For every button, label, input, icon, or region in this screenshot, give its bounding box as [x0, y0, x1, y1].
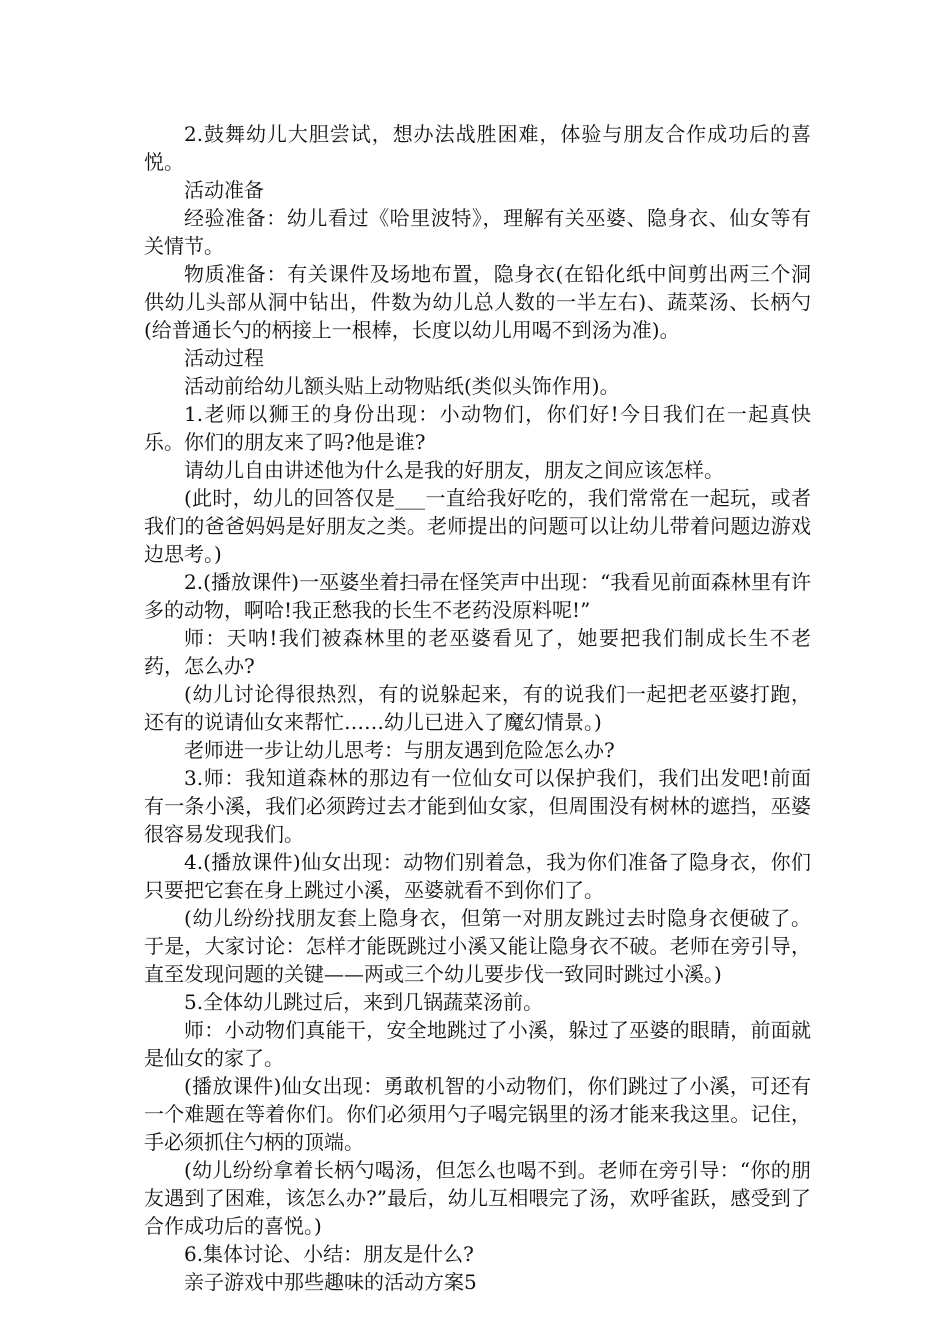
- heading-activity-process: 活动过程: [184, 346, 264, 370]
- paragraph-teacher-2: 师：小动物们真能干，安全地跳过了小溪，躲过了巫婆的眼睛，前面就是仙女的家了。: [144, 1018, 811, 1070]
- heading-activity-preparation: 活动准备: [184, 178, 264, 202]
- paragraph-before-activity: 活动前给幼儿额头贴上动物贴纸(类似头饰作用)。: [184, 374, 620, 398]
- paragraph-note-3: (幼儿纷纷找朋友套上隐身衣，但第一对朋友跳过去时隐身衣便破了。于是，大家讨论：怎样才能既跳过小溪又能让隐身衣不破。老师在旁引导，直至发现问题的关键——两或三个幼儿要步伐一致同时跳过小溪。): [144, 906, 811, 986]
- paragraph-step-2: 2.(播放课件)一巫婆坐着扫帚在怪笑声中出现：“我看见前面森林里有许多的动物，啊哈!我正愁我的长生不老药没原料呢!”: [144, 570, 811, 622]
- paragraph-material-preparation: 物质准备：有关课件及场地布置，隐身衣(在铅化纸中间剪出两三个洞供幼儿头部从洞中钻出，件数为幼儿总人数的一半左右)、蔬菜汤、长柄勺(给普通长勺的柄接上一根棒，长度以幼儿用喝不到汤为准)。: [144, 262, 811, 342]
- paragraph-step-3: 3.师：我知道森林的那边有一位仙女可以保护我们，我们出发吧!前面有一条小溪，我们必须跨过去才能到仙女家，但周围没有树林的遮挡，巫婆很容易发现我们。: [144, 766, 811, 846]
- paragraph-teacher-think: 老师进一步让幼儿思考：与朋友遇到危险怎么办?: [184, 738, 615, 762]
- paragraph-courseware-fairy: (播放课件)仙女出现：勇敢机智的小动物们，你们跳过了小溪，可还有一个难题在等着你们。你们必须用勺子喝完锅里的汤才能来我这里。记住，手必须抓住勺柄的顶端。: [144, 1074, 811, 1154]
- paragraph-note-4: (幼儿纷纷拿着长柄勺喝汤，但怎么也喝不到。老师在旁引导：“你的朋友遇到了困难，该怎么办?”最后，幼儿互相喂完了汤，欢呼雀跃，感受到了合作成功后的喜悦。): [144, 1158, 811, 1238]
- paragraph-teacher-1: 师：天呐!我们被森林里的老巫婆看见了，她要把我们制成长生不老药，怎么办?: [144, 626, 811, 678]
- paragraph-step-4: 4.(播放课件)仙女出现：动物们别着急，我为你们准备了隐身衣，你们只要把它套在身上跳过小溪，巫婆就看不到你们了。: [144, 850, 811, 902]
- paragraph-goal-2: 2.鼓舞幼儿大胆尝试，想办法战胜困难，体验与朋友合作成功后的喜悦。: [144, 122, 811, 174]
- paragraph-step-6: 6.集体讨论、小结：朋友是什么?: [184, 1242, 474, 1266]
- paragraph-note-2: (幼儿讨论得很热烈，有的说躲起来，有的说我们一起把老巫婆打跑，还有的说请仙女来帮忙……幼儿已进入了魔幻情景。): [144, 682, 811, 734]
- paragraph-experience-preparation: 经验准备：幼儿看过《哈里波特》，理解有关巫婆、隐身衣、仙女等有关情节。: [144, 206, 811, 258]
- document-page: [144, 120, 811, 1296]
- paragraph-note-1: (此时，幼儿的回答仅是___一直给我好吃的，我们常常在一起玩，或者我们的爸爸妈妈是好朋友之类。老师提出的问题可以让幼儿带着问题边游戏边思考。): [144, 486, 811, 566]
- paragraph-step-1: 1.老师以狮王的身份出现：小动物们，你们好!今日我们在一起真快乐。你们的朋友来了吗?他是谁?: [144, 402, 811, 454]
- paragraph-free-talk: 请幼儿自由讲述他为什么是我的好朋友，朋友之间应该怎样。: [184, 458, 724, 482]
- paragraph-step-5: 5.全体幼儿跳过后，来到几锅蔬菜汤前。: [184, 990, 544, 1014]
- paragraph-plan-title-5: 亲子游戏中那些趣味的活动方案5: [184, 1270, 477, 1294]
